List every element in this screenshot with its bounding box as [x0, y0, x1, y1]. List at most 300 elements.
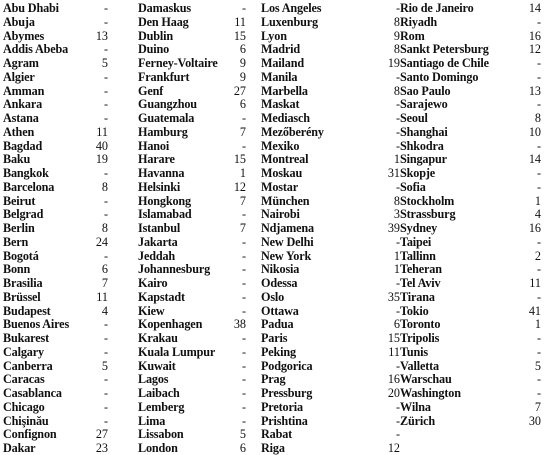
- city-name: Athen: [3, 124, 35, 139]
- city-value: 11: [96, 289, 108, 304]
- table-row: [261, 1, 400, 15]
- city-value: -: [536, 289, 541, 304]
- city-name: Stockholm: [400, 193, 455, 208]
- city-name: Lagos: [138, 372, 169, 387]
- city-value: 7: [534, 399, 541, 414]
- table-row: [261, 290, 400, 304]
- city-name: Budapest: [3, 303, 51, 318]
- city-name: Astana: [3, 111, 39, 125]
- city-name: Tunis: [400, 344, 428, 359]
- table-row: [261, 345, 400, 359]
- city-value: -: [536, 386, 541, 400]
- table-row: [400, 125, 541, 139]
- city-value: -: [241, 303, 246, 318]
- city-name: Duino: [138, 42, 170, 57]
- city-value: -: [103, 399, 108, 414]
- table-row: [138, 262, 246, 276]
- city-name: Prishtina: [261, 413, 308, 428]
- city-name: Taipei: [400, 234, 432, 249]
- table-row: [3, 290, 108, 304]
- city-name: Bagdad: [3, 138, 43, 153]
- city-value: 7: [239, 193, 246, 208]
- table-row: [138, 152, 246, 166]
- city-name: Paris: [261, 331, 288, 345]
- table-row: [261, 84, 400, 98]
- city-value: 11: [234, 14, 246, 29]
- city-value: 6: [239, 97, 246, 112]
- table-row: [261, 262, 400, 276]
- table-row: [138, 386, 246, 400]
- city-value: 6: [101, 262, 108, 277]
- table-row: [3, 262, 108, 276]
- city-value: -: [395, 399, 400, 414]
- city-value: 15: [233, 28, 246, 43]
- city-name: Abuja: [3, 14, 35, 29]
- city-name: Seoul: [400, 111, 428, 125]
- city-value: -: [395, 124, 400, 139]
- city-value: -: [103, 1, 108, 15]
- table-row: [138, 372, 246, 386]
- table-row: [3, 427, 108, 441]
- city-value: -: [395, 303, 400, 318]
- city-value: -: [395, 1, 400, 15]
- city-name: Hamburg: [138, 124, 188, 139]
- table-row: [138, 139, 246, 153]
- city-name: Warschau: [400, 372, 452, 387]
- city-name: Mezőberény: [261, 124, 324, 139]
- table-row: [138, 15, 246, 29]
- city-name: Lyon: [261, 28, 287, 43]
- city-value: -: [103, 207, 108, 222]
- table-row: [3, 111, 108, 125]
- table-row: [261, 276, 400, 290]
- table-row: [261, 194, 400, 208]
- city-value: 8: [101, 221, 108, 235]
- table-row: [138, 400, 246, 414]
- city-name: Lissabon: [138, 427, 184, 442]
- city-name: Tirana: [400, 289, 435, 304]
- city-name: Krakau: [138, 331, 178, 345]
- city-name: Havanna: [138, 166, 185, 180]
- city-value: 40: [95, 138, 108, 153]
- city-value: -: [103, 83, 108, 98]
- city-name: Madrid: [261, 42, 301, 57]
- city-value: 41: [528, 303, 541, 318]
- city-value: 8: [101, 179, 108, 194]
- city-value: -: [536, 56, 541, 70]
- city-name: Sao Paulo: [400, 83, 451, 98]
- city-value: -: [536, 372, 541, 387]
- table-row: [400, 84, 541, 98]
- city-value: -: [241, 138, 246, 153]
- table-row: [3, 42, 108, 56]
- city-value: 8: [393, 42, 400, 57]
- city-name: Ndjamena: [261, 221, 314, 235]
- city-value: -: [395, 111, 400, 125]
- city-name: Bukarest: [3, 331, 49, 345]
- city-value: -: [103, 331, 108, 345]
- city-value: -: [103, 69, 108, 84]
- table-row: [400, 42, 541, 56]
- city-value: -: [103, 413, 108, 428]
- table-row: [138, 207, 246, 221]
- city-name: Santiago de Chile: [400, 56, 489, 70]
- table-row: [3, 29, 108, 43]
- city-value: 16: [528, 221, 541, 235]
- city-name: Montreal: [261, 152, 309, 167]
- city-value: 12: [233, 179, 246, 194]
- city-value: 23: [95, 441, 108, 455]
- city-value: 7: [239, 221, 246, 235]
- city-name: Bern: [3, 234, 29, 249]
- table-row: [400, 139, 541, 153]
- city-name: Teheran: [400, 262, 442, 277]
- city-value: -: [103, 193, 108, 208]
- city-name: Islamabad: [138, 207, 192, 222]
- city-value: 4: [534, 207, 541, 222]
- city-name: Buenos Aires: [3, 317, 70, 332]
- city-value: -: [103, 14, 108, 29]
- table-row: [261, 386, 400, 400]
- table-row: [138, 276, 246, 290]
- city-value: -: [241, 289, 246, 304]
- city-name: Padua: [261, 317, 294, 332]
- city-value: 9: [393, 28, 400, 43]
- city-value: 3: [393, 207, 400, 222]
- city-value: -: [241, 386, 246, 400]
- table-row: [261, 15, 400, 29]
- city-name: Abu Dhabi: [3, 1, 59, 15]
- table-row: [3, 125, 108, 139]
- city-value: 8: [393, 83, 400, 98]
- table-row: [261, 249, 400, 263]
- city-value: -: [395, 234, 400, 249]
- table-row: [138, 56, 246, 70]
- city-name: Baku: [3, 152, 31, 167]
- table-row: [400, 166, 541, 180]
- city-name: Rio de Janeiro: [400, 1, 474, 15]
- table-row: [400, 290, 541, 304]
- city-name: Tel Aviv: [400, 276, 441, 290]
- table-row: [261, 56, 400, 70]
- city-name: Kuwait: [138, 358, 176, 373]
- city-value: -: [241, 207, 246, 222]
- city-value: -: [536, 179, 541, 194]
- city-value: 16: [528, 28, 541, 43]
- city-value: -: [103, 317, 108, 332]
- city-value: 5: [239, 427, 246, 442]
- city-value: -: [241, 413, 246, 428]
- city-name: Ankara: [3, 97, 43, 112]
- table-row: [261, 166, 400, 180]
- city-value: -: [103, 166, 108, 180]
- city-value: 9: [239, 56, 246, 70]
- table-row: [3, 304, 108, 318]
- city-value: 11: [96, 124, 108, 139]
- table-row: [138, 166, 246, 180]
- city-name: Hanoi: [138, 138, 170, 153]
- city-name: Kuala Lumpur: [138, 344, 216, 359]
- city-value: -: [241, 1, 246, 15]
- table-row: [3, 317, 108, 331]
- city-name: Riyadh: [400, 14, 438, 29]
- table-row: [138, 441, 246, 455]
- city-value: -: [395, 427, 400, 442]
- city-name: Podgorica: [261, 358, 313, 373]
- table-row: [261, 125, 400, 139]
- city-name: New York: [261, 248, 312, 263]
- city-value: 6: [239, 42, 246, 57]
- table-row: [400, 152, 541, 166]
- city-name: Brasilia: [3, 276, 43, 290]
- city-value: -: [536, 14, 541, 29]
- table-row: [400, 180, 541, 194]
- city-name: Nairobi: [261, 207, 300, 222]
- table-row: [400, 29, 541, 43]
- table-row: [138, 180, 246, 194]
- city-value: -: [395, 413, 400, 428]
- city-name: Lemberg: [138, 399, 185, 414]
- table-row: [400, 345, 541, 359]
- table-row: [400, 97, 541, 111]
- city-value: 4: [101, 303, 108, 318]
- city-name: Kapstadt: [138, 289, 185, 304]
- table-row: [400, 414, 541, 428]
- city-count-table: [0, 1, 547, 455]
- table-row: [400, 194, 541, 208]
- city-value: 8: [534, 111, 541, 125]
- city-name: Kiew: [138, 303, 165, 318]
- city-name: Ottawa: [261, 303, 299, 318]
- table-row: [3, 166, 108, 180]
- city-value: 1: [534, 317, 541, 332]
- table-row: [3, 56, 108, 70]
- table-row: [138, 345, 246, 359]
- city-value: 10: [528, 124, 541, 139]
- table-row: [400, 304, 541, 318]
- city-value: 9: [239, 69, 246, 84]
- table-row: [3, 331, 108, 345]
- table-row: [3, 276, 108, 290]
- city-value: -: [241, 372, 246, 387]
- table-row: [3, 180, 108, 194]
- city-value: 1: [239, 166, 246, 180]
- city-value: -: [241, 344, 246, 359]
- table-row: [138, 317, 246, 331]
- table-row: [138, 111, 246, 125]
- table-row: [400, 1, 541, 15]
- city-value: -: [395, 69, 400, 84]
- city-name: Zürich: [400, 413, 435, 428]
- city-name: Guangzhou: [138, 97, 197, 112]
- table-row: [261, 304, 400, 318]
- city-value: -: [536, 97, 541, 112]
- city-name: Bogotá: [3, 248, 39, 263]
- city-value: 11: [388, 344, 400, 359]
- table-row: [3, 359, 108, 373]
- table-row: [138, 125, 246, 139]
- city-name: Mediasch: [261, 111, 310, 125]
- city-name: Hongkong: [138, 193, 191, 208]
- table-row: [3, 70, 108, 84]
- table-row: [261, 111, 400, 125]
- table-row: [138, 427, 246, 441]
- city-value: -: [241, 234, 246, 249]
- table-row: [400, 221, 541, 235]
- city-value: 13: [528, 83, 541, 98]
- table-row: [400, 70, 541, 84]
- city-name: Bonn: [3, 262, 31, 277]
- city-name: Genf: [138, 83, 164, 98]
- table-row: [400, 372, 541, 386]
- table-row: [400, 249, 541, 263]
- city-name: Casablanca: [3, 386, 62, 400]
- city-value: -: [395, 179, 400, 194]
- city-value: 31: [387, 166, 400, 180]
- city-value: 35: [387, 289, 400, 304]
- city-name: Mailand: [261, 56, 304, 70]
- city-name: Wilna: [400, 399, 431, 414]
- table-row: [400, 262, 541, 276]
- city-value: 19: [387, 56, 400, 70]
- table-row: [261, 414, 400, 428]
- table-row: [138, 42, 246, 56]
- table-row: [261, 139, 400, 153]
- city-name: Chişinău: [3, 413, 49, 428]
- table-row: [138, 221, 246, 235]
- city-name: Rom: [400, 28, 425, 43]
- city-name: Riga: [261, 441, 285, 455]
- city-name: Helsinki: [138, 179, 181, 194]
- table-row: [261, 235, 400, 249]
- table-row: [261, 359, 400, 373]
- city-value: -: [536, 138, 541, 153]
- city-value: -: [395, 358, 400, 373]
- table-row: [3, 386, 108, 400]
- table-row: [3, 1, 108, 15]
- city-value: 19: [95, 152, 108, 167]
- table-row: [400, 207, 541, 221]
- city-name: Maskat: [261, 97, 300, 112]
- city-name: Beirut: [3, 193, 36, 208]
- table-row: [138, 235, 246, 249]
- city-name: London: [138, 441, 178, 455]
- city-value: -: [241, 111, 246, 125]
- table-row: [138, 249, 246, 263]
- city-name: Prag: [261, 372, 286, 387]
- city-value: 6: [239, 441, 246, 455]
- city-value: 7: [101, 276, 108, 290]
- city-name: Tallinn: [400, 248, 436, 263]
- city-name: Dublin: [138, 28, 174, 43]
- city-value: 39: [387, 221, 400, 235]
- city-value: 5: [534, 358, 541, 373]
- city-name: Manila: [261, 69, 298, 84]
- city-value: 15: [387, 331, 400, 345]
- city-name: Luxenburg: [261, 14, 318, 29]
- city-name: Shkodra: [400, 138, 444, 153]
- table-row: [261, 207, 400, 221]
- city-name: Frankfurt: [138, 69, 190, 84]
- table-row: [138, 29, 246, 43]
- city-value: 1: [534, 193, 541, 208]
- city-name: Barcelona: [3, 179, 55, 194]
- table-row: [138, 84, 246, 98]
- table-row: [3, 235, 108, 249]
- city-value: 30: [528, 413, 541, 428]
- table-row: [261, 331, 400, 345]
- table-row: [3, 152, 108, 166]
- city-value: 38: [233, 317, 246, 332]
- city-name: Shanghai: [400, 124, 448, 139]
- table-row: [400, 386, 541, 400]
- city-name: Marbella: [261, 83, 308, 98]
- city-value: 27: [95, 427, 108, 442]
- table-row: [3, 84, 108, 98]
- city-name: Lima: [138, 413, 166, 428]
- table-row: [400, 56, 541, 70]
- table-row: [3, 97, 108, 111]
- city-value: 5: [101, 358, 108, 373]
- city-name: Canberra: [3, 358, 53, 373]
- table-row: [3, 400, 108, 414]
- city-name: Jakarta: [138, 234, 178, 249]
- city-name: Sydney: [400, 221, 438, 235]
- city-value: -: [103, 386, 108, 400]
- city-name: Toronto: [400, 317, 441, 332]
- city-name: Caracas: [3, 372, 45, 387]
- city-value: -: [241, 248, 246, 263]
- city-name: Los Angeles: [261, 1, 322, 15]
- city-name: Den Haag: [138, 14, 189, 29]
- city-name: Tripolis: [400, 331, 440, 345]
- table-row: [400, 331, 541, 345]
- city-name: Ferney-Voltaire: [138, 56, 218, 70]
- table-row: [261, 152, 400, 166]
- city-name: Tokio: [400, 303, 429, 318]
- table-row: [400, 111, 541, 125]
- city-value: 12: [387, 441, 400, 455]
- city-value: 27: [233, 83, 246, 98]
- table-row: [3, 15, 108, 29]
- city-value: -: [103, 248, 108, 263]
- city-name: Chicago: [3, 399, 45, 414]
- city-name: Pressburg: [261, 386, 313, 400]
- city-name: Oslo: [261, 289, 285, 304]
- city-name: Bangkok: [3, 166, 49, 180]
- table-row: [3, 139, 108, 153]
- city-value: -: [241, 358, 246, 373]
- table-row: [400, 235, 541, 249]
- table-row: [3, 249, 108, 263]
- city-value: -: [103, 42, 108, 57]
- city-value: -: [103, 372, 108, 387]
- table-row: [3, 194, 108, 208]
- city-name: Pretoria: [261, 399, 303, 414]
- table-row: [3, 345, 108, 359]
- city-value: 13: [95, 28, 108, 43]
- city-name: Addis Abeba: [3, 42, 69, 57]
- city-name: Algier: [3, 69, 35, 84]
- city-value: 16: [387, 372, 400, 387]
- city-value: 11: [529, 276, 541, 290]
- table-row: [400, 359, 541, 373]
- city-name: Kairo: [138, 276, 168, 290]
- city-value: -: [395, 138, 400, 153]
- city-name: Singapur: [400, 152, 447, 167]
- city-name: Kopenhagen: [138, 317, 203, 332]
- table-row: [138, 70, 246, 84]
